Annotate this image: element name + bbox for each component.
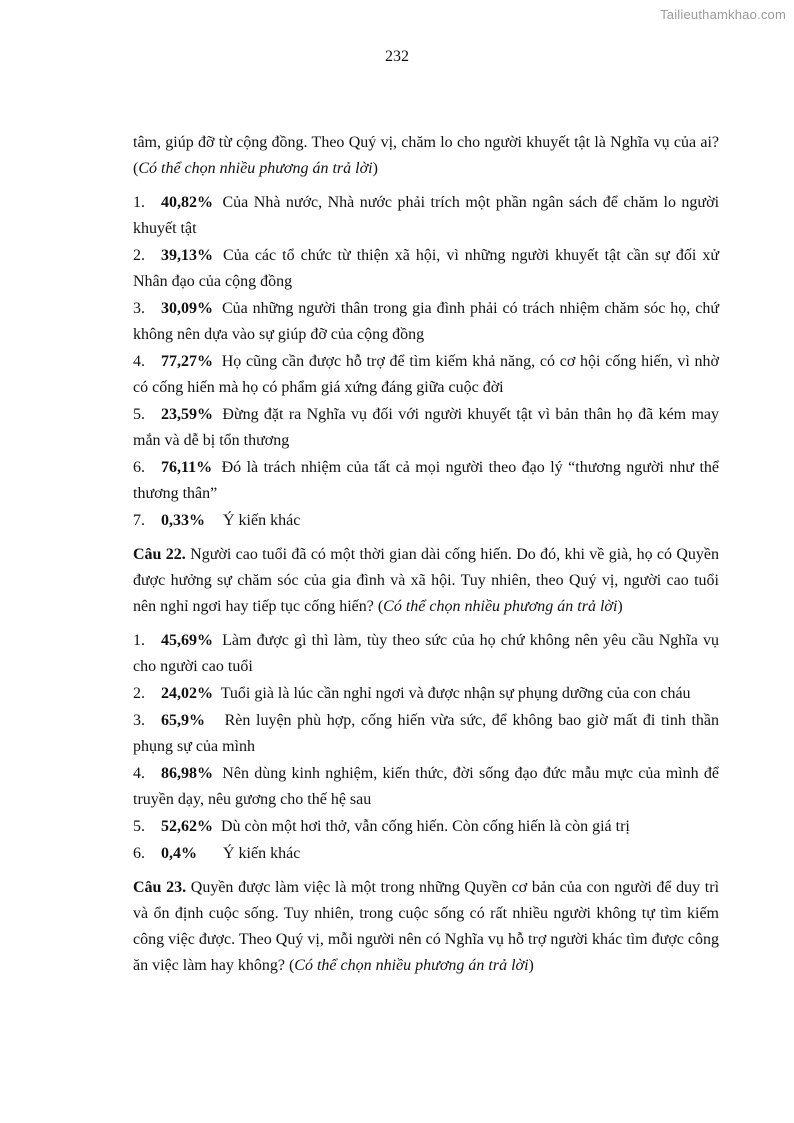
item-percent: 40,82% (161, 194, 213, 211)
item-text: Nên dùng kinh nghiệm, kiến thức, đời sống đạo đức mẫu mực của mình để truyền dạy, nêu gương cho thế hệ sau (133, 765, 720, 808)
q21-answer-item (133, 455, 719, 507)
item-text: Của những người thân trong gia đình phải có trách nhiệm chăm sóc họ, chứ không nên dựa vào sự giúp đỡ của cộng đồng (133, 300, 719, 343)
q22-answer-item (133, 681, 719, 707)
page-number: 232 (385, 48, 409, 65)
q23-label: Câu 23. (133, 879, 187, 896)
item-number: 5. (133, 818, 145, 835)
item-text: Đó là trách nhiệm của tất cả mọi người theo đạo lý “thương người như thể thương thân” (133, 459, 720, 502)
q23-close: ) (528, 957, 534, 974)
q21-answer-item (133, 296, 719, 348)
item-number: 6. (133, 459, 145, 476)
q23-question (133, 875, 719, 979)
q22-answer-list (133, 628, 719, 867)
q21-answer-item (133, 402, 719, 454)
q22-answer-item (133, 761, 719, 813)
item-number: 3. (133, 712, 145, 729)
item-text: Của Nhà nước, Nhà nước phải trích một phần ngân sách để chăm lo người khuyết tật (133, 194, 720, 237)
item-percent: 65,9% (161, 712, 205, 729)
item-percent: 39,13% (161, 247, 213, 264)
item-text: Ý kiến khác (223, 512, 301, 529)
item-percent: 45,69% (161, 632, 213, 649)
item-text: Đừng đặt ra Nghĩa vụ đối với người khuyết tật vì bản thân họ đã kém may mắn và dễ bị tổn thương (133, 406, 720, 449)
item-number: 2. (133, 685, 145, 702)
q21-intro-close: ) (372, 160, 378, 177)
item-percent: 30,09% (161, 300, 213, 317)
item-number: 2. (133, 247, 145, 264)
item-percent: 23,59% (161, 406, 213, 423)
q22-answer-item (133, 841, 719, 867)
q22-answer-item (133, 814, 719, 840)
item-percent: 76,11% (161, 459, 213, 476)
q22-answer-item (133, 708, 719, 760)
item-percent: 52,62% (161, 818, 213, 835)
item-number: 1. (133, 194, 145, 211)
item-text: Của các tổ chức từ thiện xã hội, vì những người khuyết tật cần sự đối xử Nhân đạo của cộng đồng (133, 247, 719, 290)
q22-label: Câu 22. (133, 546, 186, 563)
q21-intro-paragraph (133, 130, 719, 182)
q22-text: Người cao tuổi đã có một thời gian dài cống hiến. Do đó, khi về già, họ có Quyền được hưởng sự chăm sóc của gia đình và xã hội. Tuy nhiên, theo Quý vị, người cao tuổi nên nghỉ ngơi hay tiếp tục cống hiến? ( (133, 546, 720, 615)
item-number: 4. (133, 765, 145, 782)
item-number: 1. (133, 632, 145, 649)
q21-answer-item (133, 349, 719, 401)
document-body (133, 130, 719, 987)
q23-note: Có thể chọn nhiều phương án trả lời (294, 957, 529, 974)
q21-answer-item (133, 508, 719, 534)
item-text: Làm được gì thì làm, tùy theo sức của họ chứ không nên yêu cầu Nghĩa vụ cho người cao tuổi (133, 632, 720, 675)
q22-question (133, 542, 719, 620)
q21-answer-list (133, 190, 719, 534)
watermark: Tailieuthamkhao.com (660, 7, 786, 22)
item-number: 7. (133, 512, 145, 529)
q22-close: ) (617, 598, 623, 615)
item-percent: 0,33% (161, 512, 205, 529)
item-text: Tuổi già là lúc cần nghỉ ngơi và được nhận sự phụng dưỡng của con cháu (220, 685, 691, 702)
q21-answer-item (133, 190, 719, 242)
q22-answer-item (133, 628, 719, 680)
item-text: Rèn luyện phù hợp, cống hiến vừa sức, để không bao giờ mất đi tinh thần phụng sự của mình (133, 712, 720, 755)
item-percent: 0,4% (161, 845, 197, 862)
item-percent: 77,27% (161, 353, 213, 370)
item-number: 4. (133, 353, 145, 370)
q22-note: Có thể chọn nhiều phương án trả lời (383, 598, 618, 615)
item-number: 3. (133, 300, 145, 317)
q23-text: Quyền được làm việc là một trong những Quyền cơ bản của con người để duy trì và ổn định cuộc sống. Tuy nhiên, trong cuộc sống có rất nhiều người không tự tìm kiếm công việc được. Theo Quý vị, mỗi người nên có Nghĩa vụ hỗ trợ người khác tìm được công ăn việc làm hay không? ( (133, 879, 720, 974)
item-number: 6. (133, 845, 145, 862)
q21-intro-note: Có thể chọn nhiều phương án trả lời (138, 160, 373, 177)
item-percent: 24,02% (161, 685, 213, 702)
q21-intro-text: tâm, giúp đỡ từ cộng đồng. Theo Quý vị, chăm lo cho người khuyết tật là Nghĩa vụ của ai? ( (133, 134, 719, 177)
item-text: Họ cũng cần được hỗ trợ để tìm kiếm khả năng, có cơ hội cống hiến, vì nhờ có cống hiến mà họ có phẩm giá xứng đáng giữa cuộc đời (133, 353, 720, 396)
item-text: Ý kiến khác (223, 845, 301, 862)
item-number: 5. (133, 406, 145, 423)
q21-answer-item (133, 243, 719, 295)
item-text: Dù còn một hơi thở, vẫn cống hiến. Còn cống hiến là còn giá trị (221, 818, 630, 835)
item-percent: 86,98% (161, 765, 213, 782)
